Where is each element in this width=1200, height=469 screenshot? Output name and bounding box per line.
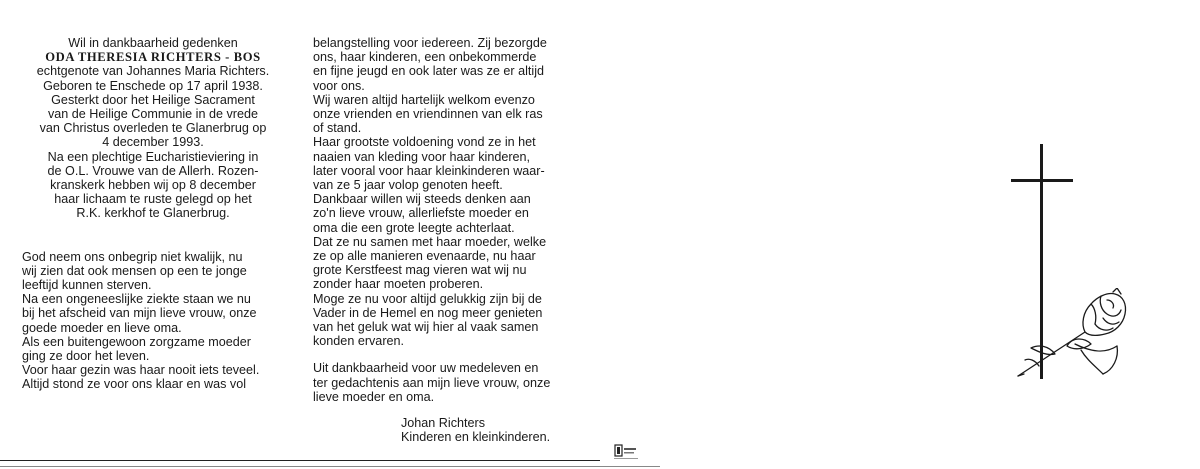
text-line: zonder haar moeten proberen. xyxy=(313,277,484,292)
text-line: bij het afscheid van mijn lieve vrouw, onze xyxy=(22,306,257,321)
text-line: zo'n lieve vrouw, allerliefste moeder en xyxy=(313,206,529,221)
text-line: onze vrienden en vriendinnen van elk ras xyxy=(313,107,543,122)
text-line: lieve moeder en oma. xyxy=(313,389,435,404)
text-line: Dat ze nu samen met haar moeder, welke xyxy=(313,234,547,249)
text-line: Wij waren altijd hartelijk welkom evenzo xyxy=(313,92,535,107)
text-line: R.K. kerkhof te Glanerbrug. xyxy=(76,206,230,221)
text-line: Uit dankbaarheid voor uw medeleven en xyxy=(313,361,539,376)
text-line: Dankbaar willen wij steeds denken aan xyxy=(313,192,531,207)
text-line: of stand. xyxy=(313,121,362,136)
text-line: van de Heilige Communie in de vrede xyxy=(47,107,258,122)
text-line: later vooral voor haar kleinkinderen waar- xyxy=(313,163,545,178)
thanks-block xyxy=(313,361,581,404)
printer-logo-icon xyxy=(614,444,638,460)
text-line: konden ervaren. xyxy=(313,334,405,349)
deceased-name: ODA THERESIA RICHTERS - BOS xyxy=(45,50,261,65)
bottom-rule-secondary xyxy=(0,466,660,467)
text-line: kranskerk hebben wij op 8 december xyxy=(50,178,256,193)
text-line: Gesterkt door het Heilige Sacrament xyxy=(51,92,255,107)
text-line: de O.L. Vrouwe van de Allerh. Rozen- xyxy=(47,163,259,178)
intro-heading: Wil in dankbaarheid gedenken xyxy=(68,36,238,50)
birth-death-block xyxy=(22,79,284,221)
text-line: Na een plechtige Eucharistieviering in xyxy=(47,149,259,164)
text-line: van ze 5 jaar volop genoten heeft. xyxy=(313,178,503,193)
memorial-text-part2 xyxy=(313,36,581,348)
text-line: wij zien dat ook mensen op een te jonge xyxy=(22,263,247,278)
text-line: God neem ons onbegrip niet kwalijk, nu xyxy=(22,249,243,264)
left-column xyxy=(22,36,284,392)
rose-icon xyxy=(1015,288,1135,380)
signature-family: Kinderen en kleinkinderen. xyxy=(401,430,551,445)
text-line: Vader in de Hemel en nog meer genieten xyxy=(313,305,543,320)
text-line: ging ze door het leven. xyxy=(22,349,150,364)
memorial-text-part1 xyxy=(22,250,284,392)
text-line: Moge ze nu voor altijd gelukkig zijn bij de xyxy=(313,291,542,306)
spacer xyxy=(313,348,581,361)
text-line: oma die een grote leegte achterlaat. xyxy=(313,220,515,235)
bottom-rule xyxy=(0,460,600,461)
text-line: Altijd stond ze voor ons klaar en was vol xyxy=(22,377,247,392)
text-line: Voor haar gezin was haar nooit iets teveel. xyxy=(22,363,260,378)
text-line: Haar grootste voldoening vond ze in het xyxy=(313,135,536,150)
text-line: Als een buitengewoon zorgzame moeder xyxy=(22,334,251,349)
text-line: en fijne jeugd en ook later was ze er altijd xyxy=(313,64,545,79)
middle-column xyxy=(313,36,581,444)
text-line: ons, haar kinderen, een onbekommerde xyxy=(313,50,537,65)
text-line: leeftijd kunnen sterven. xyxy=(22,278,152,293)
signature-block xyxy=(401,416,581,444)
text-line: ter gedachtenis aan mijn lieve vrouw, onze xyxy=(313,375,551,390)
text-line: naaien van kleding voor haar kinderen, xyxy=(313,149,531,164)
spouse-line: echtgenote van Johannes Maria Richters. xyxy=(36,64,270,79)
text-line: van het geluk wat wij hier al vaak samen xyxy=(313,320,539,335)
text-line: 4 december 1993. xyxy=(102,135,204,150)
text-line: voor ons. xyxy=(313,78,365,93)
text-line: grote Kerstfeest mag vieren wat wij nu xyxy=(313,263,527,278)
text-line: goede moeder en lieve oma. xyxy=(22,320,182,335)
text-line: Geboren te Enschede op 17 april 1938. xyxy=(43,78,263,93)
text-line: belangstelling voor iedereen. Zij bezorgde xyxy=(313,36,547,50)
text-line: Na een ongeneeslijke ziekte staan we nu xyxy=(22,292,251,307)
text-line: haar lichaam te ruste gelegd op het xyxy=(54,192,252,207)
signature-name: Johan Richters xyxy=(401,416,485,431)
text-line: van Christus overleden te Glanerbrug op xyxy=(39,121,267,136)
text-line: ze op alle manieren evenaarde, nu haar xyxy=(313,249,536,264)
